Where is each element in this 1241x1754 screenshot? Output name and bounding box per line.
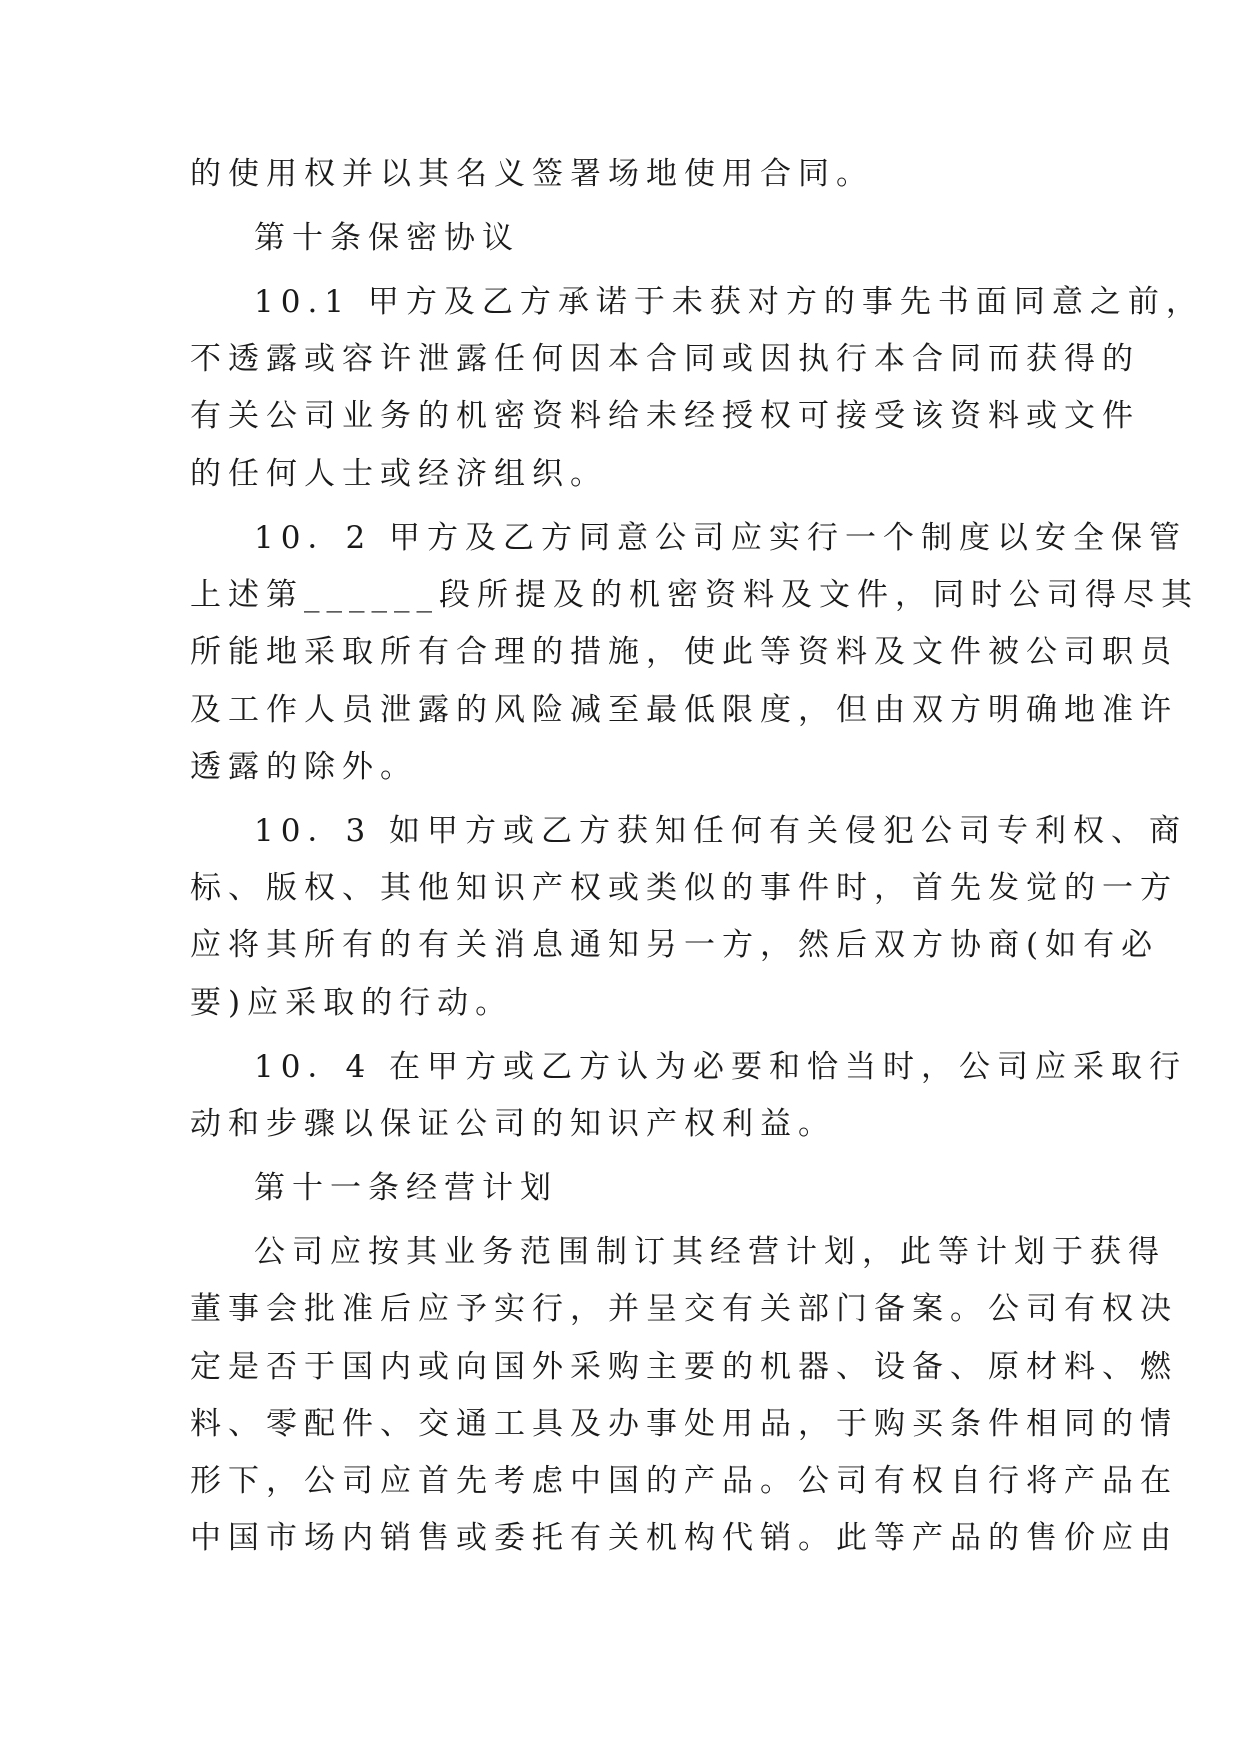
text-line: 应将其所有的有关消息通知另一方，然后双方协商(如有必 <box>190 927 1160 963</box>
text-line: 不透露或容许泄露任何因本合同或因执行本合同而获得的 <box>190 341 1140 377</box>
text-line: 的使用权并以其名义签署场地使用合同。 <box>190 156 874 192</box>
text-line: 料、零配件、交通工具及办事处用品，于购买条件相同的情 <box>190 1406 1178 1442</box>
text-line: 上述第______段所提及的机密资料及文件，同时公司得尽其 <box>190 577 1199 613</box>
text-line: 标、版权、其他知识产权或类似的事件时，首先发觉的一方 <box>190 870 1178 906</box>
text-line: 形下，公司应首先考虑中国的产品。公司有权自行将产品在 <box>190 1463 1178 1499</box>
text-line: 动和步骤以保证公司的知识产权利益。 <box>190 1106 836 1142</box>
text-line: 公司应按其业务范围制订其经营计划，此等计划于获得 <box>254 1234 1166 1270</box>
text-line: 所能地采取所有合理的措施，使此等资料及文件被公司职员 <box>190 634 1178 670</box>
text-line: 10．3 如甲方或乙方获知任何有关侵犯公司专利权、商 <box>254 813 1188 849</box>
text-line: 要)应采取的行动。 <box>190 985 514 1021</box>
text-line: 透露的除外。 <box>190 749 418 785</box>
text-line: 董事会批准后应予实行，并呈交有关部门备案。公司有权决 <box>190 1291 1178 1327</box>
text-line: 10．4 在甲方或乙方认为必要和恰当时，公司应采取行 <box>254 1049 1188 1085</box>
text-line: 10．2 甲方及乙方同意公司应实行一个制度以安全保管 <box>254 520 1188 556</box>
text-line: 10.1 甲方及乙方承诺于未获对方的事先书面同意之前， <box>254 284 1204 320</box>
text-line: 及工作人员泄露的风险减至最低限度，但由双方明确地准许 <box>190 692 1178 728</box>
section-heading: 第十条保密协议 <box>254 220 520 256</box>
text-line: 有关公司业务的机密资料给未经授权可接受该资料或文件 <box>190 398 1140 434</box>
section-heading: 第十一条经营计划 <box>254 1170 558 1206</box>
text-line: 的任何人士或经济组织。 <box>190 456 608 492</box>
text-line: 中国市场内销售或委托有关机构代销。此等产品的售价应由 <box>190 1520 1178 1556</box>
text-line: 定是否于国内或向国外采购主要的机器、设备、原材料、燃 <box>190 1349 1178 1385</box>
